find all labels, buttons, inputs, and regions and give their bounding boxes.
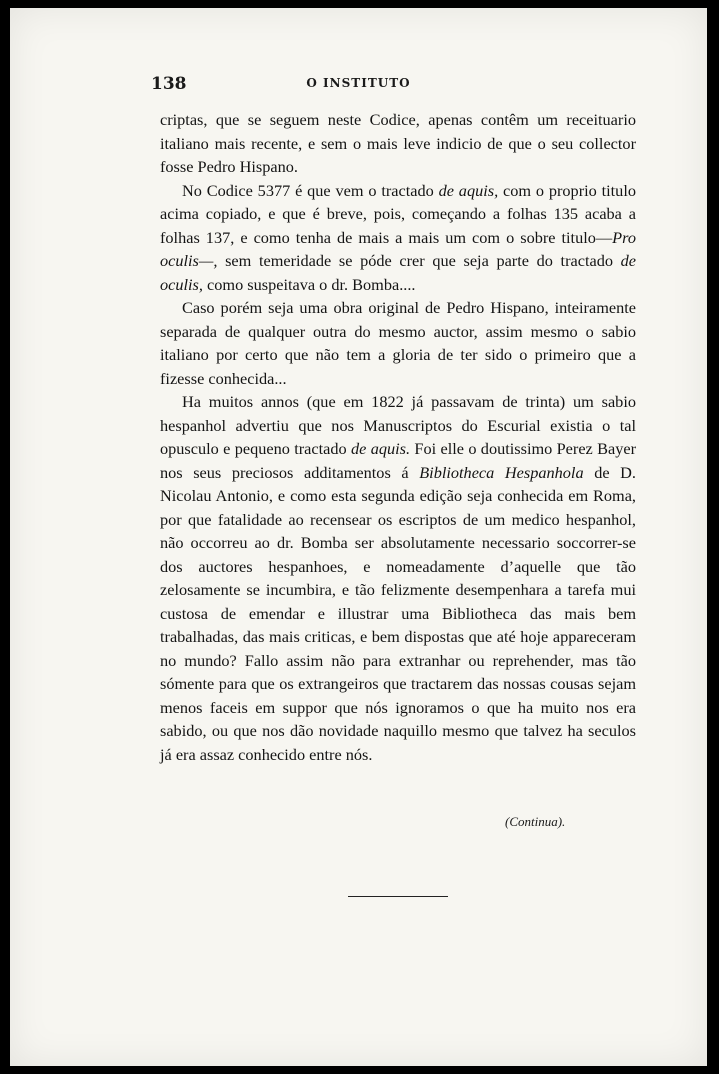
text-segment: No Codice 5377 é que vem o tractado (182, 180, 439, 200)
text-segment: como suspeitava o dr. Bomba.... (202, 274, 416, 294)
text-segment: de D. Nicolau Antonio, e como esta segunda edição seja conhecida em Roma, por que fatalidade ao recensear os escriptos de um medico hespanhol, não occorreu ao dr. Bomba ser absolutamente necessario soccorrer-se dos auctores hespanhoes, e nomeadamente d’aquelle que tão zelosamente se incumbira, e tão felizmente desempenhara a tarefa mui custosa de emendar e illustrar uma Bibliotheca das mais bem trabalhadas, das mais criticas, e bem dispostas que até hoje appareceram no mundo? Fallo assim não para extranhar ou reprehender, mas tão sómente para que os extrangeiros que tractarem das nossas cousas sejam menos faceis em suppor que nós ignoramos o que ha muito nos era sabido, ou que nos dão novidade naquillo mesmo que talvez ha seculos já era assaz conhecido entre nós. (160, 462, 637, 764)
paragraph (160, 108, 636, 179)
book-page (10, 8, 707, 1066)
italic-text: Bibliotheca Hespanhola (419, 462, 584, 482)
end-rule (348, 896, 448, 897)
italic-text: de oculis, (160, 251, 636, 294)
text-segment: criptas, que se seguem neste Codice, apenas contêm um receituario italiano mais recente, e sem o mais leve indicio de que o seu collector fosse Pedro Hispano. (160, 110, 636, 176)
page-number: 138 (151, 74, 187, 94)
paragraph (160, 296, 636, 390)
text-segment: Caso porém seja uma obra original de Pedro Hispano, inteiramente separada de qualquer outra do mesmo auctor, assim mesmo o sabio italiano por certo que não tem a gloria de ter sido o primeiro que a fizesse conhecida... (160, 298, 636, 388)
body-text (160, 108, 636, 766)
italic-text: de aquis, (438, 180, 499, 200)
text-segment: Foi elle o doutissimo Perez Bayer nos seus preciosos additamentos á (160, 439, 636, 482)
continua-note: (Continua). (505, 814, 566, 829)
paragraph (160, 390, 636, 766)
italic-text: de aquis. (350, 439, 411, 458)
running-head: O INSTITUTO (306, 76, 411, 90)
paragraph (160, 179, 636, 297)
text-segment: sem temeridade se póde crer que seja parte do tractado (217, 251, 621, 270)
text-segment: Ha muitos annos (que em 1822 já passavam de trinta) um sabio hespanhol advertiu que nos Manuscriptos do Escurial existia o tal opusculo e pequeno tractado (160, 392, 636, 458)
text-segment: com o proprio titulo acima copiado, e que é breve, pois, começando a folhas 135 acaba a folhas 137, e como tenha de mais a mais um com o sobre titulo— (160, 180, 636, 247)
italic-text: Pro oculis—, (160, 227, 636, 270)
page-header (10, 74, 707, 98)
